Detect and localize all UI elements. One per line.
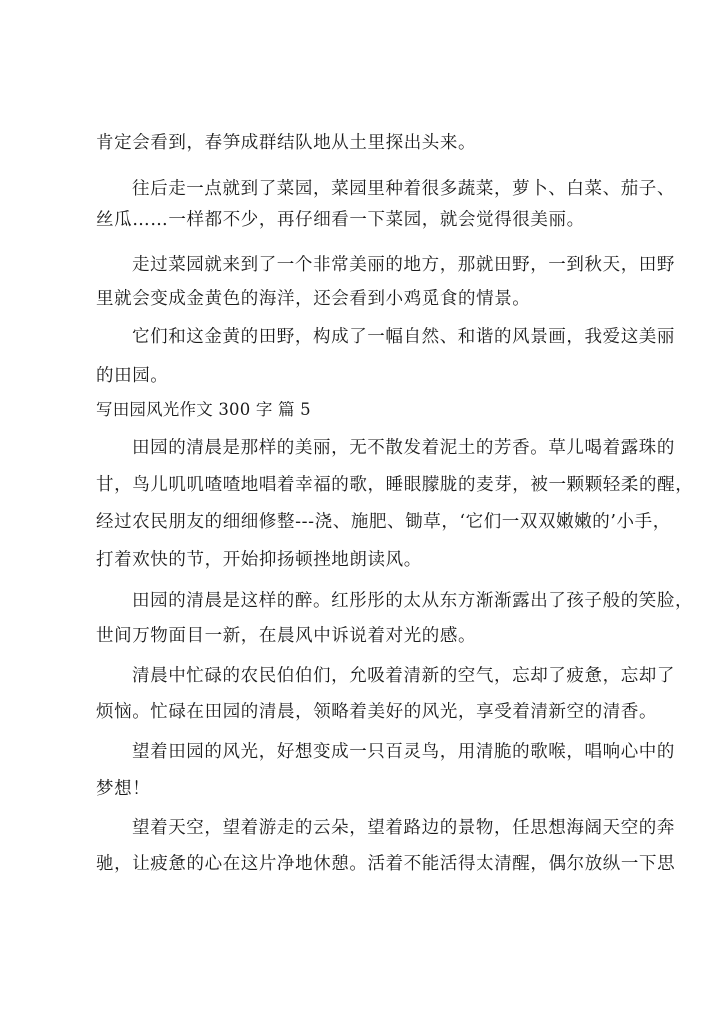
text-line: 梦想！ (96, 779, 151, 799)
text-line: 驰，让疲惫的心在这片净地休憩。活着不能活得太清醒，偶尔放纵一下思 (96, 854, 676, 874)
paragraph-start-line: 它们和这金黄的田野，构成了一幅自然、和谐的风景画，我爱这美丽 (132, 327, 675, 347)
text-line: 里就会变成金黄色的海洋，还会看到小鸡觅食的情景。 (96, 289, 531, 309)
text-line: 打着欢快的节，开始抑扬顿挫地朗读风。 (96, 550, 422, 570)
paragraph-start-line: 田园的清晨是这样的醉。红彤彤的太从东方渐渐露出了孩子般的笑脸， (132, 591, 694, 611)
text-line: 经过农民朋友的细细修整---浇、施肥、锄草，‘它们一双双嫩嫩的’小手， (96, 512, 671, 532)
paragraph-start-line: 望着天空，望着游走的云朵，望着路边的景物，任思想海阔天空的奔 (132, 818, 675, 838)
paragraph-start-line: 田园的清晨是那样的美丽，无不散发着泥土的芳香。草儿喝着露珠的 (132, 438, 675, 458)
text-line: 甘，鸟儿叽叽喳喳地唱着幸福的歌，睡眼朦胧的麦芽，被一颗颗轻柔的醒， (96, 475, 694, 495)
paragraph-start-line: 望着田园的风光，好想变成一只百灵鸟，用清脆的歌喉，唱响心中的 (132, 742, 675, 762)
text-line: 丝瓜……一样都不少，再仔细看一下菜园，就会觉得很美丽。 (96, 210, 585, 230)
text-line: 的田园。 (96, 366, 169, 386)
paragraph-start-line: 走过菜园就来到了一个非常美丽的地方，那就田野，一到秋天，田野 (132, 255, 675, 275)
text-line: 肯定会看到，春笋成群结队地从土里探出头来。 (96, 133, 477, 153)
text-line: 世间万物面目一新，在晨风中诉说着对光的感。 (96, 626, 477, 646)
section-heading: 写田园风光作文 300 字 篇 5 (96, 400, 311, 419)
paragraph-start-line: 往后走一点就到了菜园，菜园里种着很多蔬菜，萝卜、白菜、茄子、 (132, 179, 675, 199)
paragraph-start-line: 清晨中忙碌的农民伯伯们，允吸着清新的空气，忘却了疲惫，忘却了 (132, 666, 675, 686)
text-line: 烦恼。忙碌在田园的清晨，领略着美好的风光，享受着清新空的清香。 (96, 702, 658, 722)
